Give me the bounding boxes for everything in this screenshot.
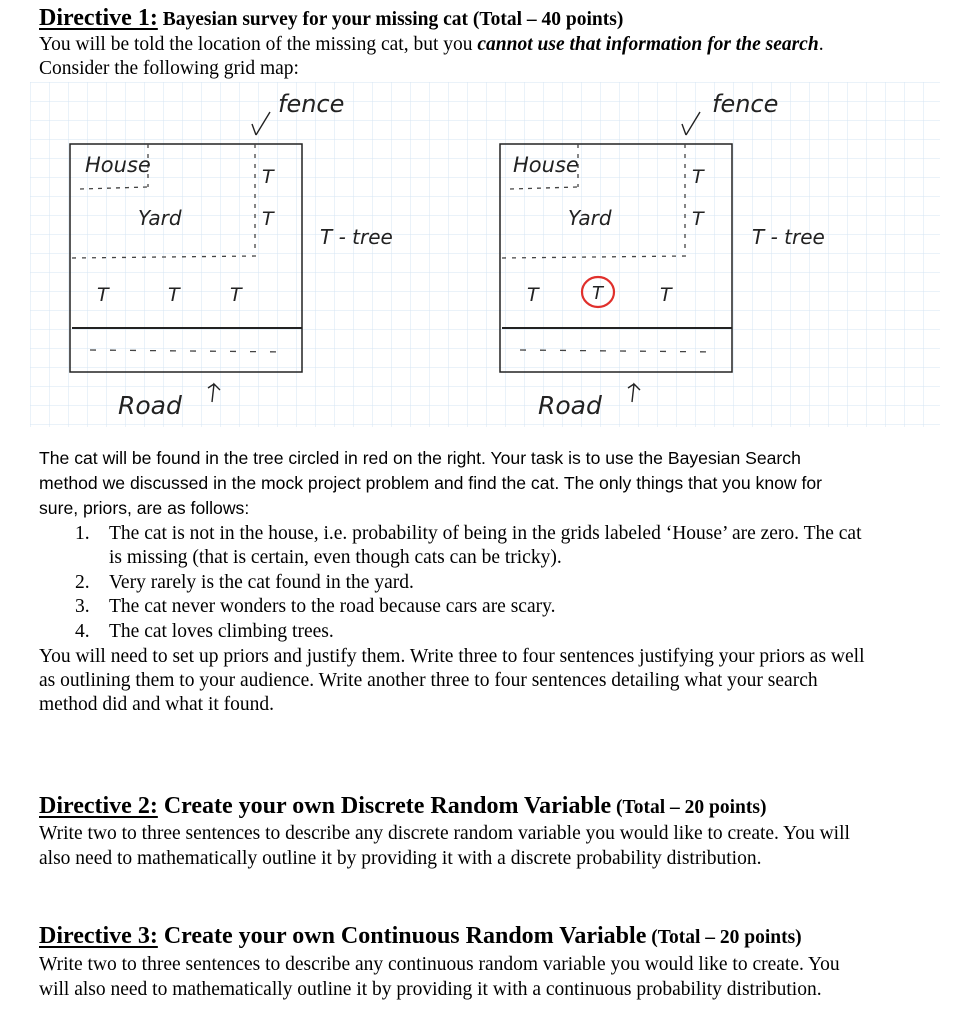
directive-2-title: Create your own Discrete Random Variable [157,793,612,819]
left-tree-2: T [262,208,274,230]
directive-3-title: Create your own Continuous Random Variable [157,923,647,949]
paragraph-line-3: sure, priors, are as follows: [39,498,250,518]
intro-emphasis: cannot use that information for the search [477,34,819,55]
directive-1-title: Bayesian survey for your missing cat (Total – 40 points) [157,9,624,30]
right-house-label: House [513,153,579,177]
right-tree-3: T [527,284,539,306]
directive-2-label: Directive 2: [39,793,158,819]
left-road-label: Road [118,391,182,420]
left-house-label: House [85,153,151,177]
directive-1-intro-line2: Consider the following grid map: [39,58,299,79]
list-number: 2. [75,572,90,593]
grid-map-figure [30,82,940,442]
closing-line-3: method did and what it found. [39,694,275,715]
left-tree-5: T [230,284,242,306]
directive-1-label: Directive 1: [39,5,158,31]
directive-3-line-2: will also need to mathematically outline it by providing it with a continuous probability distribution. [39,979,822,1000]
graph-paper-grid [30,82,940,427]
right-tree-1: T [692,166,704,188]
directive-3-line-1: Write two to three sentences to describe any continuous random variable you would like to create. You [39,954,840,975]
intro-text: You will be told the location of the missing cat, but you [39,34,478,55]
directive-2-line-2: also need to mathematically outline it by providing it with a discrete probability distribution. [39,848,762,869]
list-number: 3. [75,596,90,617]
list-number: 1. [75,523,90,544]
directive-3-heading [39,924,802,950]
list-item-2: Very rarely is the cat found in the yard. [109,572,414,593]
right-tree-2: T [692,208,704,230]
directive-3-points: (Total – 20 points) [646,927,802,948]
right-tree-5: T [660,284,672,306]
left-fence-label: fence [278,90,345,118]
directive-2-line-1: Write two to three sentences to describe any discrete random variable you would like to create. You will [39,823,850,844]
directive-3-label: Directive 3: [39,923,158,949]
left-tree-legend: T - tree [320,225,393,249]
right-tree-4-circled: T [592,283,603,304]
paragraph-line-1: The cat will be found in the tree circled in red on the right. Your task is to use the Bayesian Search [39,448,801,468]
directive-2-points: (Total – 20 points) [611,797,767,818]
right-tree-legend: T - tree [752,225,825,249]
list-item-3: The cat never wonders to the road because cars are scary. [109,596,556,617]
grid-map-svg [30,82,940,442]
intro-period: . [818,34,824,55]
list-item-1-line-2: is missing (that is certain, even though cats can be tricky). [109,547,562,568]
directive-2-heading [39,794,766,820]
directive-1-heading [39,6,623,32]
right-yard-label: Yard [568,206,612,230]
right-road-label: Road [538,391,602,420]
list-number: 4. [75,621,90,642]
left-yard-label: Yard [138,206,182,230]
directive-1-intro [39,33,824,57]
left-tree-4: T [168,284,180,306]
list-item-4: The cat loves climbing trees. [109,621,334,642]
list-item-1-line-1: The cat is not in the house, i.e. probability of being in the grids labeled ‘House’ are zero. The cat [109,523,862,544]
left-tree-1: T [262,166,274,188]
paragraph-line-2: method we discussed in the mock project problem and find the cat. The only things that you know for [39,473,823,493]
closing-line-2: as outlining them to your audience. Write another three to four sentences detailing what your search [39,670,818,691]
left-tree-3: T [97,284,109,306]
right-fence-label: fence [712,90,779,118]
closing-line-1: You will need to set up priors and justify them. Write three to four sentences justifying your priors as well [39,646,865,667]
